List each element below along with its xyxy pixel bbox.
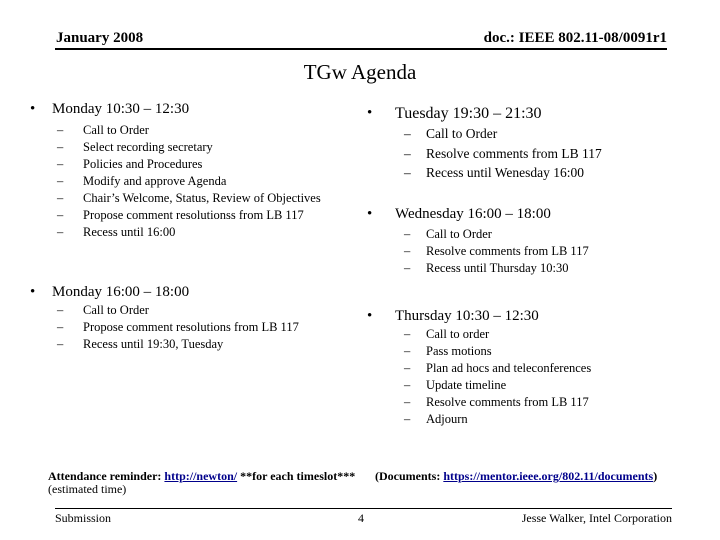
timeslot-note: **for each timeslot*** <box>237 469 356 483</box>
page-title: TGw Agenda <box>303 60 417 84</box>
session-heading: Monday 10:30 – 12:30 <box>52 101 190 117</box>
list-item: – Update timeline <box>404 378 507 392</box>
header-doc-id: doc.: IEEE 802.11-08/0091r1 <box>483 30 667 46</box>
session-heading: Tuesday 19:30 – 21:30 <box>395 105 542 122</box>
bullet-icon: • <box>367 308 373 324</box>
list-item: – Call to Order <box>57 303 149 317</box>
list-item: – Pass motions <box>404 344 492 358</box>
documents-link[interactable]: https://mentor.ieee.org/802.11/documents <box>443 469 654 483</box>
list-item: – Recess until Thursday 10:30 <box>404 261 569 275</box>
list-item: – Resolve comments from LB 117 <box>404 244 589 258</box>
list-item: – Recess until 16:00 <box>57 225 176 239</box>
footer-submission: Submission <box>55 511 112 525</box>
bullet-icon: • <box>30 101 36 117</box>
session-items <box>404 326 591 428</box>
session-heading: Wednesday 16:00 – 18:00 <box>395 206 551 222</box>
session-items <box>57 122 321 241</box>
header-rule <box>55 48 667 50</box>
session-heading: Monday 16:00 – 18:00 <box>52 284 190 300</box>
footer-author: Jesse Walker, Intel Corporation <box>521 511 672 525</box>
list-item: – Propose comment resolutionss from LB 117 <box>57 208 304 222</box>
bullet-icon: • <box>30 284 36 300</box>
page-number: 4 <box>358 511 364 525</box>
list-item: – Recess until Wenesday 16:00 <box>404 165 585 180</box>
session-heading: Thursday 10:30 – 12:30 <box>395 308 539 324</box>
session-items <box>404 124 602 183</box>
attendance-link[interactable]: http://newton/ <box>164 469 238 483</box>
list-item: – Propose comment resolutions from LB 117 <box>57 320 299 334</box>
footer-rule <box>55 508 672 509</box>
list-item: – Select recording secretary <box>57 140 213 154</box>
header-date: January 2008 <box>56 30 144 46</box>
list-item: – Resolve comments from LB 117 <box>404 145 602 161</box>
session-items <box>404 226 589 277</box>
list-item: – Plan ad hocs and teleconferences <box>404 361 592 375</box>
estimated-time-note: (estimated time) <box>48 482 127 496</box>
list-item: – Adjourn <box>404 412 468 426</box>
list-item: – Policies and Procedures <box>57 157 203 171</box>
list-item: – Recess until 19:30, Tuesday <box>57 337 224 351</box>
session-items <box>57 302 299 353</box>
list-item: – Call to order <box>404 327 490 341</box>
attendance-label: Attendance reminder: <box>48 469 165 483</box>
list-item: – Chair’s Welcome, Status, Review of Objectives <box>57 191 321 205</box>
bullet-icon: • <box>367 105 373 121</box>
list-item: – Call to Order <box>404 227 492 241</box>
list-item: – Call to Order <box>57 123 149 137</box>
list-item: – Resolve comments from LB 117 <box>404 395 589 409</box>
list-item: – Call to Order <box>404 126 498 141</box>
documents-note: (Documents: https://mentor.ieee.org/802.11/documents) <box>375 469 658 483</box>
list-item: – Modify and approve Agenda <box>57 174 227 188</box>
bullet-icon: • <box>367 206 373 222</box>
